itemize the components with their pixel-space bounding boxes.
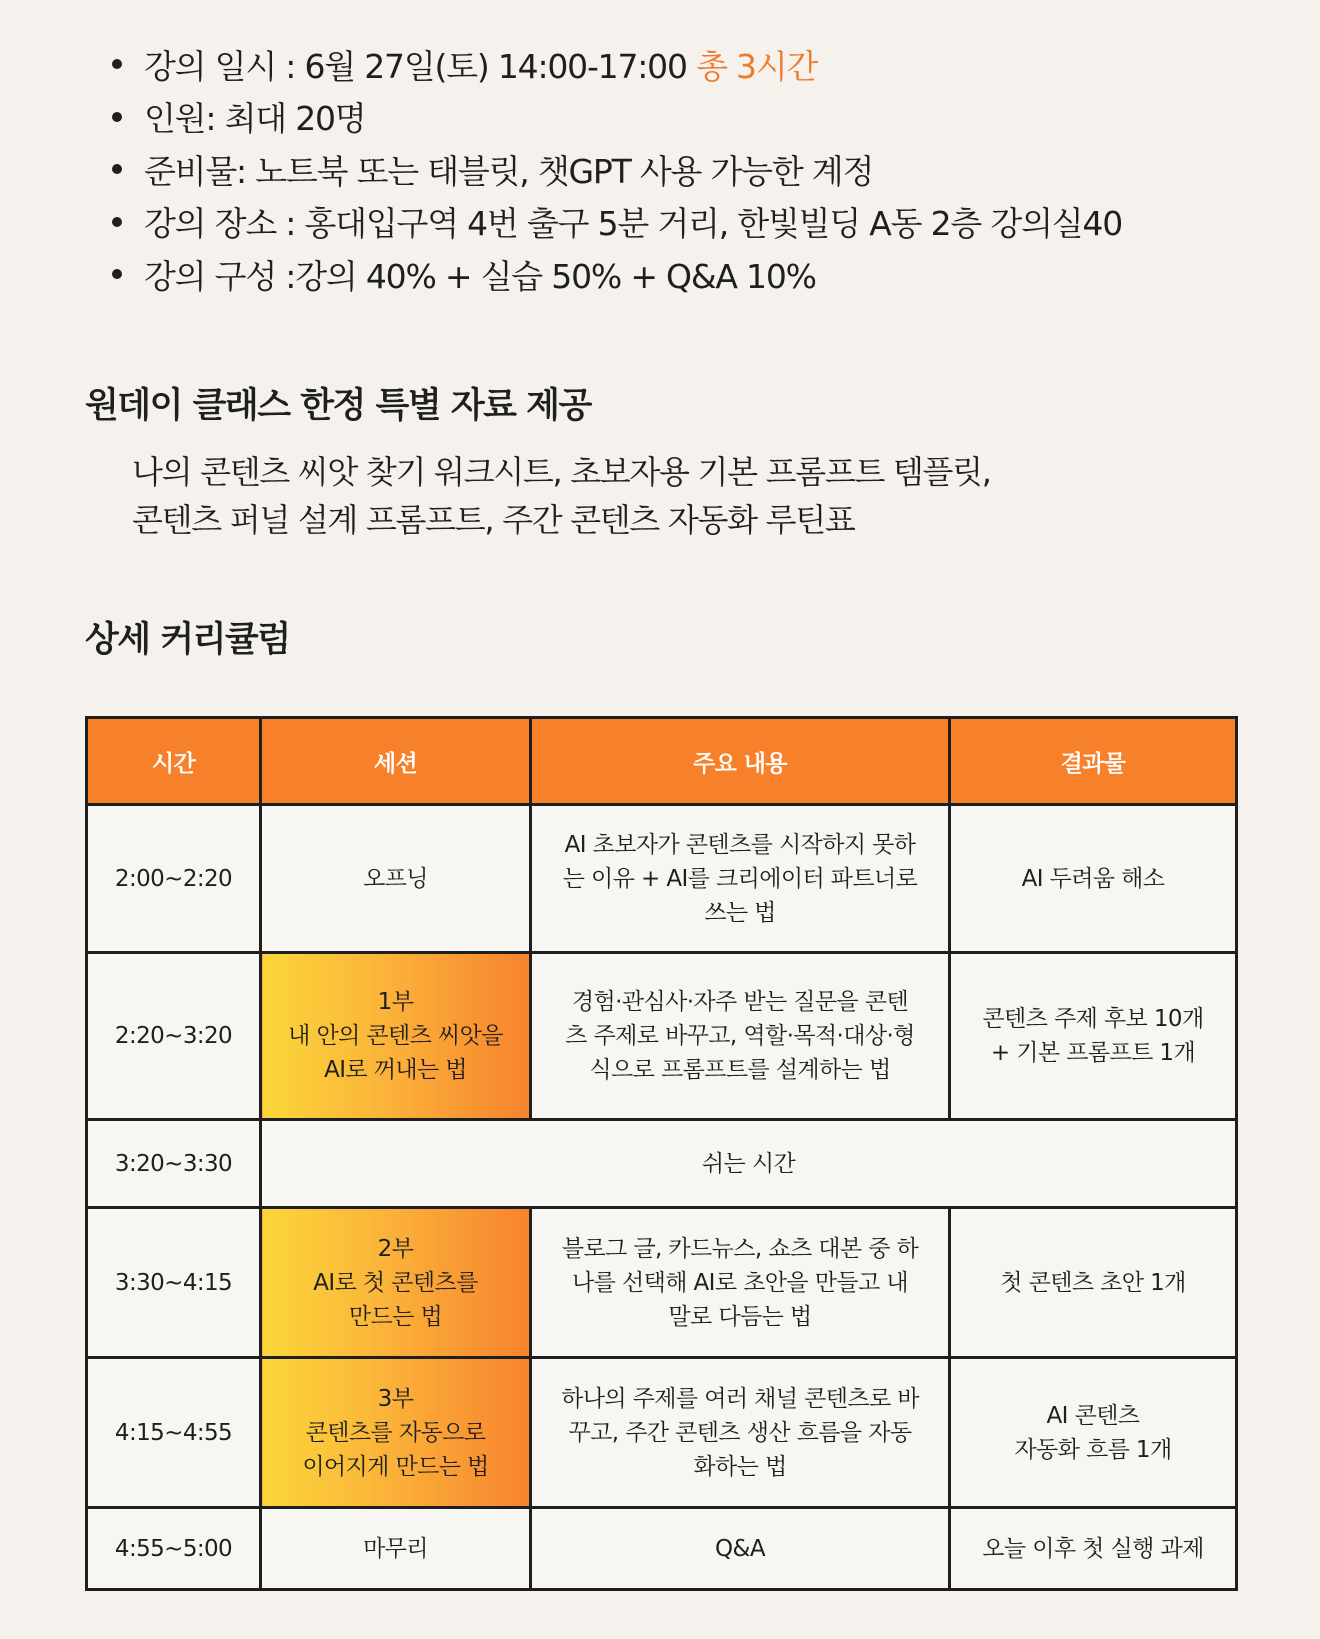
result-cell [950, 1358, 1237, 1508]
materials-line: 나의 콘텐츠 씨앗 찾기 워크시트, 초보자용 기본 프롬프트 템플릿, [132, 453, 991, 491]
session-line: AI로 첫 콘텐츠를 [313, 1269, 478, 1296]
content-line: 는 이유 + AI를 크리에이터 파트너로 [562, 865, 918, 892]
result-cell [950, 805, 1237, 953]
content-line: AI 초보자가 콘텐츠를 시작하지 못하 [564, 831, 916, 858]
content-cell [531, 1208, 950, 1358]
result-line: 자동화 흐름 1개 [1014, 1436, 1172, 1463]
special-materials-title: 원데이 클래스 한정 특별 자료 제공 [85, 386, 591, 426]
time-cell: 3:20~3:30 [87, 1120, 261, 1208]
content-line: 나를 선택해 AI로 초안을 만들고 내 [572, 1269, 908, 1296]
class-info-list [112, 38, 1122, 301]
content-line: 경험·관심사·자주 받는 질문을 콘텐 [571, 989, 909, 1015]
bullet-icon [112, 59, 122, 69]
session-cell-part2 [261, 1208, 531, 1358]
info-text: 강의 장소 : 홍대입구역 4번 출구 5분 거리, 한빛빌딩 A동 2층 강의실40 [144, 204, 1123, 244]
content-cell [531, 1508, 950, 1590]
content-line: 츠 주제로 바꾸고, 역할·목적·대상·형 [565, 1023, 915, 1049]
header-time: 시간 [87, 718, 261, 805]
table-header-row [87, 718, 1237, 805]
result-cell [950, 1208, 1237, 1358]
session-line: 오프닝 [363, 865, 428, 892]
info-item-schedule [112, 38, 1122, 91]
session-line: 1부 [377, 989, 414, 1015]
session-cell [261, 805, 531, 953]
curriculum-title: 상세 커리큘럼 [85, 620, 290, 660]
break-cell: 쉬는 시간 [261, 1120, 1237, 1208]
bullet-icon [112, 164, 122, 174]
bullet-icon [112, 269, 122, 279]
session-line: 내 안의 콘텐츠 씨앗을 [288, 1023, 503, 1049]
curriculum-table [85, 716, 1238, 1591]
bullet-icon [112, 112, 122, 122]
info-item-capacity [112, 91, 1122, 144]
table-row [87, 1508, 1237, 1590]
result-line: AI 두려움 해소 [1021, 865, 1165, 892]
time-cell: 4:55~5:00 [87, 1508, 261, 1590]
session-cell [261, 1508, 531, 1590]
info-text: 준비물: 노트북 또는 태블릿, 챗GPT 사용 가능한 계정 [144, 151, 874, 191]
session-cell-part3 [261, 1358, 531, 1508]
content-cell [531, 805, 950, 953]
info-text: 인원: 최대 20명 [144, 99, 366, 139]
content-line: 화하는 법 [693, 1453, 787, 1480]
time-cell: 4:15~4:55 [87, 1358, 261, 1508]
special-materials-text [132, 448, 991, 544]
result-line: + 기본 프롬프트 1개 [990, 1040, 1196, 1066]
session-line: 콘텐츠를 자동으로 [305, 1419, 486, 1446]
content-line: 식으로 프롬프트를 설계하는 법 [589, 1057, 891, 1083]
session-line: 만드는 법 [348, 1303, 443, 1330]
header-session: 세션 [261, 718, 531, 805]
content-line: 하나의 주제를 여러 채널 콘텐츠로 바 [561, 1385, 919, 1412]
result-line: 콘텐츠 주제 후보 10개 [982, 1006, 1204, 1032]
time-cell: 2:00~2:20 [87, 805, 261, 953]
content-line: 블로그 글, 카드뉴스, 쇼츠 대본 중 하 [561, 1235, 919, 1262]
result-line: 오늘 이후 첫 실행 과제 [982, 1535, 1204, 1562]
table-row [87, 953, 1237, 1120]
materials-line: 콘텐츠 퍼널 설계 프롬프트, 주간 콘텐츠 자동화 루틴표 [132, 501, 855, 539]
info-text: 강의 일시 : 6월 27일(토) 14:00-17:00 [144, 46, 697, 86]
table-row-break [87, 1120, 1237, 1208]
result-line: 첫 콘텐츠 초안 1개 [1000, 1269, 1186, 1296]
time-cell: 2:20~3:20 [87, 953, 261, 1120]
table-row [87, 1358, 1237, 1508]
info-item-location [112, 196, 1122, 249]
content-line: 꾸고, 주간 콘텐츠 생산 흐름을 자동 [568, 1419, 912, 1446]
content-cell [531, 953, 950, 1120]
content-line: 말로 다듬는 법 [668, 1303, 812, 1330]
info-text: 강의 구성 :강의 40% + 실습 50% + Q&A 10% [144, 256, 816, 296]
time-cell: 3:30~4:15 [87, 1208, 261, 1358]
content-cell [531, 1358, 950, 1508]
result-cell [950, 1508, 1237, 1590]
session-line: AI로 꺼내는 법 [324, 1057, 467, 1083]
session-line: 이어지게 만드는 법 [302, 1453, 489, 1480]
info-item-supplies [112, 143, 1122, 196]
session-cell-part1 [261, 953, 531, 1120]
session-line: 3부 [377, 1385, 414, 1412]
result-line: AI 콘텐츠 [1046, 1402, 1140, 1429]
session-line: 2부 [377, 1235, 414, 1262]
content-line: 쓰는 법 [704, 899, 776, 926]
header-result: 결과물 [950, 718, 1237, 805]
table-row [87, 1208, 1237, 1358]
session-line: 마무리 [363, 1535, 428, 1562]
result-cell [950, 953, 1237, 1120]
content-line: Q&A [715, 1535, 765, 1562]
header-content: 주요 내용 [531, 718, 950, 805]
total-hours-highlight: 총 3시간 [696, 46, 818, 86]
table-row [87, 805, 1237, 953]
info-item-composition [112, 248, 1122, 301]
bullet-icon [112, 217, 122, 227]
